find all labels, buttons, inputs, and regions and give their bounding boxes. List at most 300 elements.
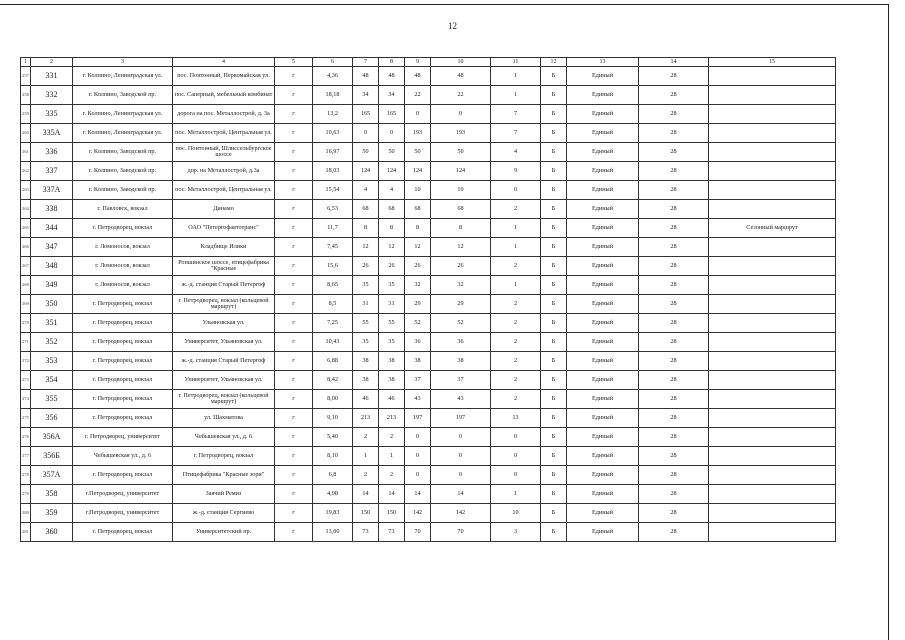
tariff-type: Единый	[567, 428, 639, 447]
tariff-type: Единый	[567, 86, 639, 105]
route-number: 338	[31, 200, 73, 219]
value-7: 38	[353, 371, 379, 390]
vehicle-count: 2	[491, 314, 541, 333]
row-index: 262	[21, 162, 31, 181]
route-kind: г	[275, 523, 313, 542]
start-point: г. Петродворец, вокзал	[73, 409, 173, 428]
route-length: 7,45	[313, 238, 353, 257]
value-7: 213	[353, 409, 379, 428]
value-10: 10	[431, 181, 491, 200]
value-14: 28	[639, 390, 709, 409]
note	[709, 333, 836, 352]
value-7: 2	[353, 428, 379, 447]
route-length: 7,25	[313, 314, 353, 333]
route-kind: г	[275, 219, 313, 238]
start-point: г. Петродворец, вокзал	[73, 523, 173, 542]
route-kind: г	[275, 485, 313, 504]
vehicle-count: 1	[491, 67, 541, 86]
value-8: 50	[379, 143, 405, 162]
value-8: 4	[379, 181, 405, 200]
route-length: 10,43	[313, 333, 353, 352]
route-number: 360	[31, 523, 73, 542]
vehicle-class: Б	[541, 181, 567, 200]
row-index: 269	[21, 295, 31, 314]
page-number: 12	[448, 21, 457, 31]
tariff-type: Единый	[567, 447, 639, 466]
value-14: 28	[639, 238, 709, 257]
row-index: 267	[21, 257, 31, 276]
value-10: 0	[431, 428, 491, 447]
vehicle-class: Б	[541, 200, 567, 219]
vehicle-class: Б	[541, 257, 567, 276]
route-length: 6,53	[313, 200, 353, 219]
tariff-type: Единый	[567, 105, 639, 124]
column-header-1: 1	[21, 58, 31, 67]
value-10: 48	[431, 67, 491, 86]
column-header-4: 4	[173, 58, 275, 67]
value-14: 28	[639, 124, 709, 143]
table-row	[21, 86, 836, 105]
route-kind: г	[275, 314, 313, 333]
vehicle-class: Б	[541, 105, 567, 124]
route-kind: г	[275, 428, 313, 447]
route-length: 13,00	[313, 523, 353, 542]
value-8: 73	[379, 523, 405, 542]
table-header	[21, 58, 836, 67]
value-8: 34	[379, 86, 405, 105]
vehicle-class: Б	[541, 409, 567, 428]
vehicle-count: 4	[491, 143, 541, 162]
end-point: ж.-д. станция Старый Петергоф	[173, 276, 275, 295]
route-kind: г	[275, 276, 313, 295]
value-14: 28	[639, 105, 709, 124]
value-14: 28	[639, 314, 709, 333]
value-7: 55	[353, 314, 379, 333]
route-length: 18,03	[313, 162, 353, 181]
start-point: г. Колпино, Заводской пр.	[73, 143, 173, 162]
value-9: 0	[405, 428, 431, 447]
table-row	[21, 162, 836, 181]
value-10: 197	[431, 409, 491, 428]
value-7: 12	[353, 238, 379, 257]
vehicle-class: Б	[541, 523, 567, 542]
value-9: 142	[405, 504, 431, 523]
route-length: 9,10	[313, 409, 353, 428]
value-8: 14	[379, 485, 405, 504]
value-8: 26	[379, 257, 405, 276]
start-point: г. Павловск, вокзал	[73, 200, 173, 219]
note	[709, 238, 836, 257]
vehicle-class: Б	[541, 162, 567, 181]
tariff-type: Единый	[567, 238, 639, 257]
start-point: г. Петродворец, вокзал	[73, 371, 173, 390]
start-point: г.Петродворец, университет	[73, 504, 173, 523]
route-kind: г	[275, 409, 313, 428]
column-header-11: 11	[491, 58, 541, 67]
vehicle-class: Б	[541, 86, 567, 105]
value-10: 0	[431, 105, 491, 124]
note	[709, 371, 836, 390]
tariff-type: Единый	[567, 485, 639, 504]
tariff-type: Единый	[567, 200, 639, 219]
value-14: 28	[639, 257, 709, 276]
value-9: 32	[405, 276, 431, 295]
table-row	[21, 371, 836, 390]
vehicle-class: Б	[541, 390, 567, 409]
vehicle-class: Б	[541, 219, 567, 238]
row-index: 264	[21, 200, 31, 219]
start-point: г. Ломоносов, вокзал	[73, 238, 173, 257]
value-8: 38	[379, 352, 405, 371]
row-index: 279	[21, 485, 31, 504]
table-row	[21, 238, 836, 257]
route-number: 357А	[31, 466, 73, 485]
table-row	[21, 523, 836, 542]
row-index: 261	[21, 143, 31, 162]
row-index: 276	[21, 428, 31, 447]
vehicle-count: 3	[491, 523, 541, 542]
start-point: Чебышевская ул., д. 6	[73, 447, 173, 466]
value-7: 165	[353, 105, 379, 124]
table-row	[21, 257, 836, 276]
value-14: 28	[639, 466, 709, 485]
table-row	[21, 447, 836, 466]
value-7: 14	[353, 485, 379, 504]
row-index: 278	[21, 466, 31, 485]
value-14: 28	[639, 352, 709, 371]
value-7: 34	[353, 86, 379, 105]
end-point: Университет, Ульяновская ул.	[173, 333, 275, 352]
note	[709, 200, 836, 219]
tariff-type: Единый	[567, 523, 639, 542]
start-point: г. Колпино, Заводской пр.	[73, 181, 173, 200]
start-point: г. Петродворец, вокзал	[73, 390, 173, 409]
value-14: 28	[639, 523, 709, 542]
end-point: пос. Саперный, мебельный комбинат	[173, 86, 275, 105]
tariff-type: Единый	[567, 504, 639, 523]
value-8: 38	[379, 371, 405, 390]
value-7: 50	[353, 143, 379, 162]
row-index: 281	[21, 523, 31, 542]
route-kind: г	[275, 162, 313, 181]
route-kind: г	[275, 181, 313, 200]
route-number: 356А	[31, 428, 73, 447]
value-10: 37	[431, 371, 491, 390]
value-14: 28	[639, 86, 709, 105]
note	[709, 86, 836, 105]
column-number-row	[21, 58, 836, 67]
value-10: 36	[431, 333, 491, 352]
vehicle-count: 1	[491, 238, 541, 257]
route-kind: г	[275, 143, 313, 162]
end-point: Заячий Ремиз	[173, 485, 275, 504]
vehicle-count: 7	[491, 105, 541, 124]
tariff-type: Единый	[567, 314, 639, 333]
value-8: 31	[379, 295, 405, 314]
end-point: Чебышевская ул., д. 6	[173, 428, 275, 447]
value-10: 26	[431, 257, 491, 276]
value-9: 36	[405, 333, 431, 352]
value-14: 28	[639, 485, 709, 504]
tariff-type: Единый	[567, 219, 639, 238]
value-7: 46	[353, 390, 379, 409]
value-14: 28	[639, 143, 709, 162]
route-length: 16,97	[313, 143, 353, 162]
vehicle-count: 2	[491, 200, 541, 219]
vehicle-class: Б	[541, 485, 567, 504]
start-point: г. Петродворец, вокзал	[73, 295, 173, 314]
start-point: г. Петродворец, вокзал	[73, 219, 173, 238]
route-length: 15,54	[313, 181, 353, 200]
start-point: г.Петродворец, университет	[73, 485, 173, 504]
column-header-15: 15	[709, 58, 836, 67]
value-10: 124	[431, 162, 491, 181]
route-length: 13,2	[313, 105, 353, 124]
value-14: 28	[639, 162, 709, 181]
route-length: 8,65	[313, 276, 353, 295]
row-index: 280	[21, 504, 31, 523]
route-length: 5,40	[313, 428, 353, 447]
route-kind: г	[275, 67, 313, 86]
value-9: 8	[405, 219, 431, 238]
route-length: 15,6	[313, 257, 353, 276]
route-number: 358	[31, 485, 73, 504]
table-row	[21, 143, 836, 162]
table-row	[21, 409, 836, 428]
value-8: 46	[379, 390, 405, 409]
tariff-type: Единый	[567, 409, 639, 428]
value-7: 35	[353, 333, 379, 352]
note	[709, 124, 836, 143]
tariff-type: Единый	[567, 124, 639, 143]
value-9: 68	[405, 200, 431, 219]
value-7: 4	[353, 181, 379, 200]
route-length: 10,63	[313, 124, 353, 143]
page-right-border	[888, 4, 889, 640]
vehicle-class: Б	[541, 333, 567, 352]
note	[709, 504, 836, 523]
vehicle-count: 2	[491, 333, 541, 352]
end-point: пос. Металлострой, Центральная ул.	[173, 181, 275, 200]
value-7: 35	[353, 276, 379, 295]
route-kind: г	[275, 504, 313, 523]
row-index: 274	[21, 390, 31, 409]
route-number: 331	[31, 67, 73, 86]
note	[709, 409, 836, 428]
row-index: 260	[21, 124, 31, 143]
route-number: 347	[31, 238, 73, 257]
vehicle-class: Б	[541, 371, 567, 390]
table-row	[21, 124, 836, 143]
value-9: 48	[405, 67, 431, 86]
note	[709, 162, 836, 181]
route-number: 356Б	[31, 447, 73, 466]
route-number: 349	[31, 276, 73, 295]
vehicle-class: Б	[541, 504, 567, 523]
vehicle-class: Б	[541, 124, 567, 143]
end-point: г. Петродворец, вокзал (кольцевой маршрут)	[173, 390, 275, 409]
end-point: пос. Понтонный, Шлиссельбургское шоссе	[173, 143, 275, 162]
route-kind: г	[275, 200, 313, 219]
row-index: 257	[21, 67, 31, 86]
value-10: 0	[431, 447, 491, 466]
route-kind: г	[275, 295, 313, 314]
value-8: 68	[379, 200, 405, 219]
route-number: 355	[31, 390, 73, 409]
tariff-type: Единый	[567, 371, 639, 390]
end-point: Птицефабрика "Красные зори"	[173, 466, 275, 485]
value-7: 1	[353, 447, 379, 466]
value-8: 124	[379, 162, 405, 181]
note	[709, 143, 836, 162]
note	[709, 181, 836, 200]
value-9: 29	[405, 295, 431, 314]
column-header-2: 2	[31, 58, 73, 67]
value-7: 0	[353, 124, 379, 143]
table-row	[21, 67, 836, 86]
vehicle-count: 2	[491, 371, 541, 390]
start-point: г. Колпино, Ленинградская ул.	[73, 124, 173, 143]
value-14: 28	[639, 409, 709, 428]
value-7: 38	[353, 352, 379, 371]
note	[709, 67, 836, 86]
vehicle-class: Б	[541, 143, 567, 162]
table-row	[21, 276, 836, 295]
row-index: 272	[21, 352, 31, 371]
value-7: 26	[353, 257, 379, 276]
start-point: г. Петродворец, вокзал	[73, 314, 173, 333]
note	[709, 276, 836, 295]
route-length: 4,98	[313, 485, 353, 504]
start-point: г. Ломоносов, вокзал	[73, 276, 173, 295]
note: Сезонный маршрут	[709, 219, 836, 238]
start-point: г. Ломоносов, вокзал	[73, 257, 173, 276]
value-9: 52	[405, 314, 431, 333]
note	[709, 523, 836, 542]
value-9: 193	[405, 124, 431, 143]
page-top-border	[0, 4, 888, 5]
vehicle-class: Б	[541, 314, 567, 333]
value-14: 28	[639, 371, 709, 390]
start-point: г. Колпино, Заводской пр.	[73, 86, 173, 105]
value-7: 48	[353, 67, 379, 86]
tariff-type: Единый	[567, 257, 639, 276]
route-length: 19,83	[313, 504, 353, 523]
vehicle-class: Б	[541, 67, 567, 86]
route-length: 11,7	[313, 219, 353, 238]
end-point: г. Петродворец, вокзал	[173, 447, 275, 466]
value-10: 32	[431, 276, 491, 295]
value-10: 193	[431, 124, 491, 143]
start-point: г. Колпино, Ленинградская ул.	[73, 105, 173, 124]
table-row	[21, 314, 836, 333]
value-7: 31	[353, 295, 379, 314]
value-9: 124	[405, 162, 431, 181]
route-number: 352	[31, 333, 73, 352]
end-point: ул. Шахматова	[173, 409, 275, 428]
end-point: Кладбище Илики	[173, 238, 275, 257]
value-9: 50	[405, 143, 431, 162]
route-length: 8,5	[313, 295, 353, 314]
end-point: пос. Понтонный, Первомайская ул.	[173, 67, 275, 86]
value-9: 14	[405, 485, 431, 504]
route-kind: г	[275, 333, 313, 352]
route-number: 351	[31, 314, 73, 333]
row-index: 271	[21, 333, 31, 352]
end-point: ОАО "Петергофавтотранс"	[173, 219, 275, 238]
row-index: 266	[21, 238, 31, 257]
value-8: 2	[379, 428, 405, 447]
route-kind: г	[275, 352, 313, 371]
value-7: 124	[353, 162, 379, 181]
column-header-5: 5	[275, 58, 313, 67]
row-index: 259	[21, 105, 31, 124]
value-9: 197	[405, 409, 431, 428]
value-14: 28	[639, 219, 709, 238]
vehicle-class: Б	[541, 295, 567, 314]
vehicle-count: 1	[491, 276, 541, 295]
row-index: 265	[21, 219, 31, 238]
vehicle-count: 1	[491, 86, 541, 105]
value-8: 12	[379, 238, 405, 257]
column-header-3: 3	[73, 58, 173, 67]
end-point: Университет, Ульяновская ул.	[173, 371, 275, 390]
route-number: 335А	[31, 124, 73, 143]
route-kind: г	[275, 238, 313, 257]
column-header-7: 7	[353, 58, 379, 67]
route-kind: г	[275, 447, 313, 466]
column-header-9: 9	[405, 58, 431, 67]
route-kind: г	[275, 371, 313, 390]
value-9: 38	[405, 352, 431, 371]
route-number: 337А	[31, 181, 73, 200]
value-7: 8	[353, 219, 379, 238]
value-8: 55	[379, 314, 405, 333]
value-9: 43	[405, 390, 431, 409]
value-8: 48	[379, 67, 405, 86]
row-index: 275	[21, 409, 31, 428]
value-9: 0	[405, 447, 431, 466]
end-point: пос. Металлострой, Центральная ул.	[173, 124, 275, 143]
route-length: 6,88	[313, 352, 353, 371]
row-index: 273	[21, 371, 31, 390]
start-point: г. Петродворец, вокзал	[73, 466, 173, 485]
row-index: 277	[21, 447, 31, 466]
route-number: 350	[31, 295, 73, 314]
vehicle-count: 0	[491, 466, 541, 485]
table-body	[21, 67, 836, 542]
table-row	[21, 504, 836, 523]
route-number: 337	[31, 162, 73, 181]
vehicle-count: 2	[491, 352, 541, 371]
column-header-10: 10	[431, 58, 491, 67]
value-9: 22	[405, 86, 431, 105]
table-row	[21, 333, 836, 352]
value-9: 26	[405, 257, 431, 276]
value-14: 28	[639, 67, 709, 86]
end-point: г. Петродворец, вокзал (кольцевой маршрут)	[173, 295, 275, 314]
vehicle-count: 0	[491, 447, 541, 466]
route-number: 354	[31, 371, 73, 390]
vehicle-class: Б	[541, 428, 567, 447]
value-10: 43	[431, 390, 491, 409]
end-point: Ропшинское шоссе, птицефабрика "Красные	[173, 257, 275, 276]
tariff-type: Единый	[567, 295, 639, 314]
tariff-type: Единый	[567, 162, 639, 181]
start-point: г. Колпино, Заводской пр.	[73, 162, 173, 181]
value-9: 0	[405, 105, 431, 124]
table-row	[21, 200, 836, 219]
